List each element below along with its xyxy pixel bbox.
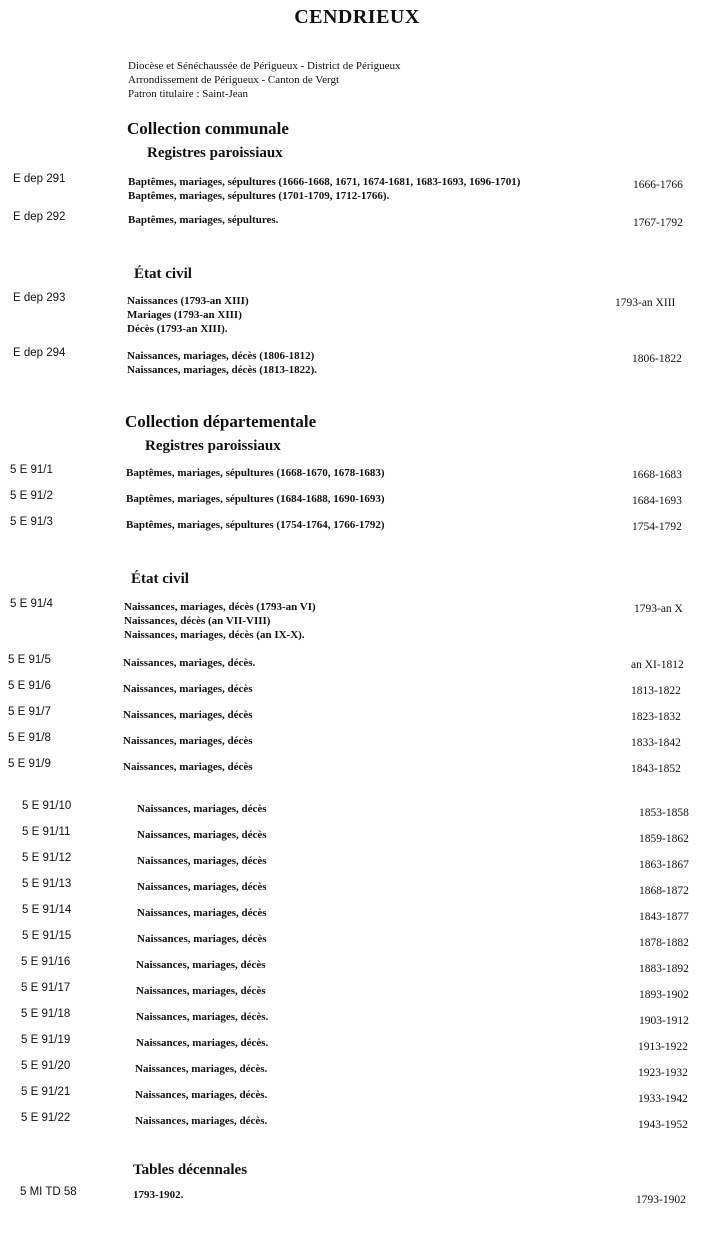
- entry-description-line: Naissances, mariages, décès.: [136, 1037, 269, 1049]
- entry-dates: 1684-1693: [632, 495, 682, 507]
- entry-code: 5 E 91/7: [8, 706, 51, 718]
- entry-code: 5 E 91/22: [21, 1112, 71, 1124]
- entry-description-line: Baptêmes, mariages, sépultures (1668-1670, 1678-1683): [126, 467, 385, 479]
- entry-description-line: Naissances, mariages, décès: [123, 761, 253, 773]
- entry-dates: 1903-1912: [639, 1015, 689, 1027]
- entry-description-line: Naissances, mariages, décès: [136, 985, 266, 997]
- entry-dates: 1933-1942: [638, 1093, 688, 1105]
- entry-description-line: Naissances, mariages, décès: [136, 959, 266, 971]
- entry-dates: 1923-1932: [638, 1067, 688, 1079]
- entry-dates: 1913-1922: [638, 1041, 688, 1053]
- entry-description-line: Naissances, mariages, décès.: [135, 1115, 268, 1127]
- entry-dates: 1843-1852: [631, 763, 681, 775]
- entry-description-line: 1793-1902.: [133, 1189, 184, 1201]
- entry-dates: 1754-1792: [632, 521, 682, 533]
- entry-dates: 1859-1862: [639, 833, 689, 845]
- entry-code: 5 MI TD 58: [20, 1186, 77, 1198]
- entry-code: 5 E 91/9: [8, 758, 51, 770]
- entry-code: 5 E 91/18: [21, 1008, 71, 1020]
- entry-code: 5 E 91/5: [8, 654, 51, 666]
- intro-diocese: Diocèse et Sénéchaussée de Périgueux - District de Périgueux: [128, 60, 401, 72]
- entry-dates: 1843-1877: [639, 911, 689, 923]
- entry-dates: 1878-1882: [639, 937, 689, 949]
- entry-code: 5 E 91/1: [10, 464, 53, 476]
- intro-patron: Patron titulaire : Saint-Jean: [128, 88, 249, 100]
- entry-code: 5 E 91/21: [21, 1086, 71, 1098]
- entry-description-line: Naissances, mariages, décès: [137, 829, 267, 841]
- entry-code: 5 E 91/20: [21, 1060, 71, 1072]
- entry-description-line: Naissances, mariages, décès (an IX-X).: [124, 629, 305, 641]
- entry-dates: 1853-1858: [639, 807, 689, 819]
- entry-description-line: Naissances, mariages, décès: [137, 881, 267, 893]
- entry-dates: 1813-1822: [631, 685, 681, 697]
- subheading-etat-civil-communale: État civil: [134, 266, 192, 282]
- entry-description-line: Naissances, mariages, décès.: [135, 1063, 268, 1075]
- entry-description-line: Baptêmes, mariages, sépultures (1684-1688, 1690-1693): [126, 493, 385, 505]
- entry-description-line: Baptêmes, mariages, sépultures.: [128, 214, 279, 226]
- entry-description-line: Naissances, mariages, décès.: [123, 657, 256, 669]
- entry-dates: 1666-1766: [633, 179, 683, 191]
- heading-collection-departementale: Collection départementale: [125, 412, 317, 431]
- entry-description-line: Naissances, décès (an VII-VIII): [124, 615, 271, 627]
- intro-arrondissement: Arrondissement de Périgueux - Canton de Vergt: [128, 74, 339, 86]
- entry-dates: 1883-1892: [639, 963, 689, 975]
- entry-dates: 1868-1872: [639, 885, 689, 897]
- entry-dates: 1893-1902: [639, 989, 689, 1001]
- entry-description-line: Naissances, mariages, décès (1813-1822).: [127, 364, 318, 376]
- entry-code: 5 E 91/12: [22, 852, 72, 864]
- entry-dates: 1806-1822: [632, 353, 682, 365]
- subheading-registres-departementale: Registres paroissiaux: [145, 438, 281, 454]
- entry-description-line: Naissances, mariages, décès: [137, 907, 267, 919]
- entry-code: 5 E 91/19: [21, 1034, 71, 1046]
- subheading-etat-civil-departementale: État civil: [131, 571, 189, 587]
- entry-code: 5 E 91/6: [8, 680, 51, 692]
- entry-code: 5 E 91/11: [22, 826, 71, 838]
- entry-dates: 1823-1832: [631, 711, 681, 723]
- entry-description-line: Naissances, mariages, décès: [137, 803, 267, 815]
- entry-description-line: Naissances, mariages, décès: [137, 933, 267, 945]
- entry-code: 5 E 91/13: [22, 878, 72, 890]
- entry-code: 5 E 91/3: [10, 516, 53, 528]
- entry-dates: 1863-1867: [639, 859, 689, 871]
- entry-dates: 1943-1952: [638, 1119, 688, 1131]
- entry-code: E dep 294: [13, 347, 66, 359]
- entry-dates: 1793-1902: [636, 1194, 686, 1206]
- entry-code: 5 E 91/10: [22, 800, 72, 812]
- entry-description-line: Décès (1793-an XIII).: [127, 323, 228, 335]
- entry-description-line: Naissances, mariages, décès (1806-1812): [127, 350, 315, 362]
- entry-dates: 1668-1683: [632, 469, 682, 481]
- entry-description-line: Naissances, mariages, décès.: [135, 1089, 268, 1101]
- entry-dates: 1767-1792: [633, 217, 683, 229]
- entry-code: 5 E 91/15: [22, 930, 72, 942]
- entry-code: 5 E 91/8: [8, 732, 51, 744]
- entry-description-line: Naissances, mariages, décès: [137, 855, 267, 867]
- entry-code: 5 E 91/4: [10, 598, 53, 610]
- entry-description-line: Baptêmes, mariages, sépultures (1701-1709, 1712-1766).: [128, 190, 390, 202]
- subheading-registres-communale: Registres paroissiaux: [147, 145, 283, 161]
- entry-description-line: Baptêmes, mariages, sépultures (1754-1764, 1766-1792): [126, 519, 385, 531]
- entry-description-line: Naissances, mariages, décès (1793-an VI): [124, 601, 316, 613]
- entry-code: E dep 292: [13, 211, 66, 223]
- entry-code: E dep 291: [13, 173, 66, 185]
- entry-code: 5 E 91/17: [21, 982, 71, 994]
- entry-code: 5 E 91/14: [22, 904, 72, 916]
- page-title: CENDRIEUX: [294, 6, 420, 28]
- entry-description-line: Naissances, mariages, décès: [123, 683, 253, 695]
- entry-description-line: Mariages (1793-an XIII): [127, 309, 242, 321]
- subheading-tables-decennales: Tables décennales: [133, 1162, 248, 1178]
- entry-code: 5 E 91/2: [10, 490, 53, 502]
- entry-description-line: Naissances (1793-an XIII): [127, 295, 249, 307]
- entry-code: E dep 293: [13, 292, 66, 304]
- entry-description-line: Naissances, mariages, décès.: [136, 1011, 269, 1023]
- entry-description-line: Naissances, mariages, décès: [123, 709, 253, 721]
- heading-collection-communale: Collection communale: [127, 119, 289, 138]
- entry-dates: 1793-an XIII: [615, 297, 676, 309]
- entry-description-line: Naissances, mariages, décès: [123, 735, 253, 747]
- entry-description-line: Baptêmes, mariages, sépultures (1666-1668, 1671, 1674-1681, 1683-1693, 1696-1701): [128, 176, 521, 188]
- entry-dates: 1793-an X: [634, 603, 683, 615]
- entry-dates: an XI-1812: [631, 659, 684, 671]
- entry-code: 5 E 91/16: [21, 956, 71, 968]
- entry-dates: 1833-1842: [631, 737, 681, 749]
